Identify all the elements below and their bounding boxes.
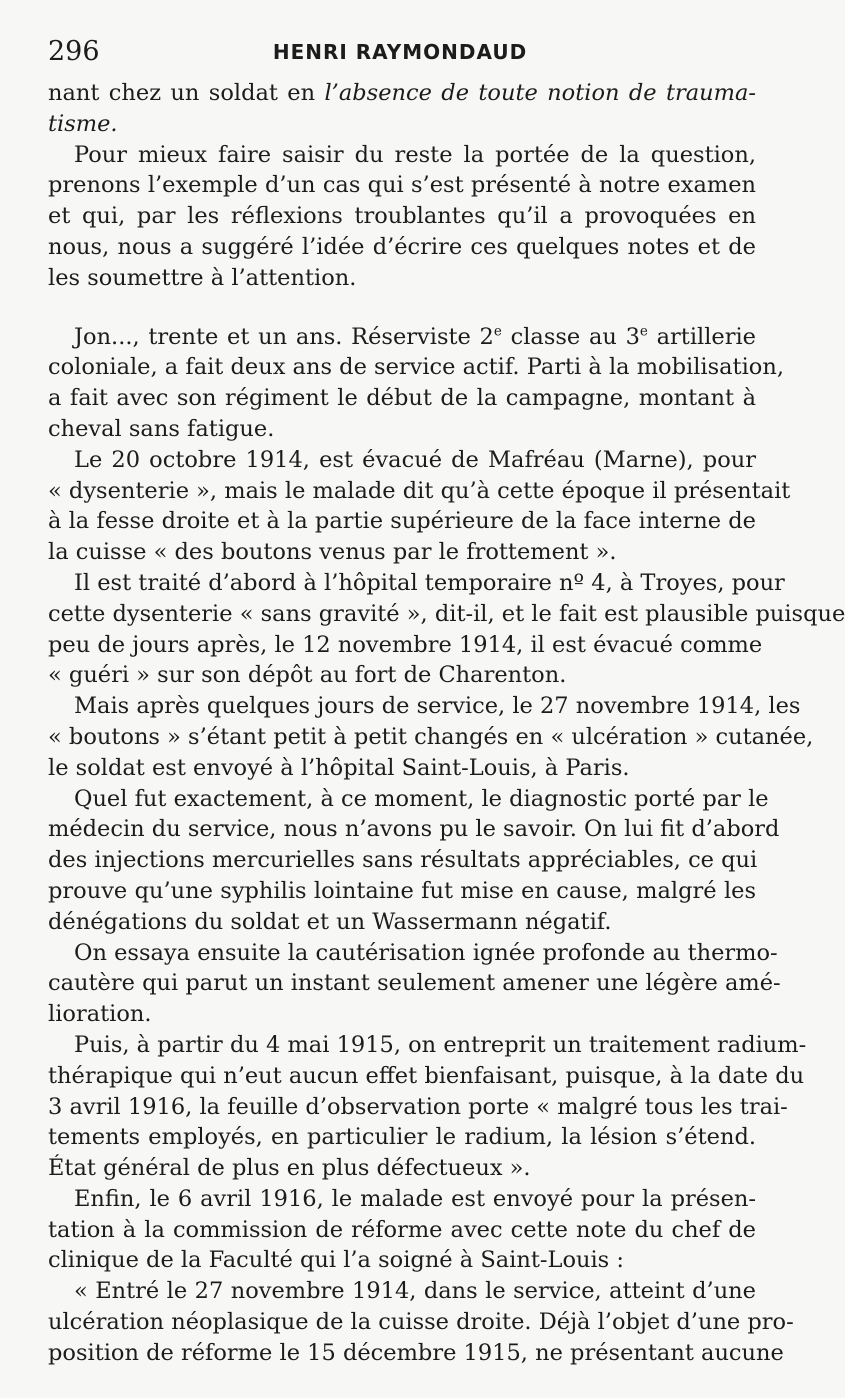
text-line: clinique de la Faculté qui l’a soigné à Saint-Louis : [48,1247,624,1274]
text-line [48,78,756,109]
text-segment: classe au 3 [501,323,640,350]
superscript: e [493,323,502,340]
paragraph-spacer [48,294,756,322]
text-line: Pour mieux faire saisir du reste la portée de la question, [74,141,756,168]
text-line: prenons l’exemple d’un cas qui s’est présenté à notre examen [48,172,756,199]
text-line: Puis, à partir du 4 mai 1915, on entreprit un traitement radium- [74,1031,807,1058]
text-line: cautère qui parut un instant seulement amener une légère amé- [48,970,781,997]
text-line: « guéri » sur son dépôt au fort de Charenton. [48,662,567,689]
text-line: des injections mercurielles sans résultats appréciables, ce qui [48,847,758,874]
text-line: On essaya ensuite la cautérisation ignée profonde au thermo- [74,939,778,966]
text-line: ulcération néoplasique de la cuisse droite. Déjà l’objet d’une pro- [48,1309,794,1336]
running-head: HENRI RAYMONDAUD [272,40,528,64]
text-line: « Entré le 27 novembre 1914, dans le service, atteint d’une [74,1278,756,1305]
text-line: cheval sans fatigue. [48,415,275,442]
text-line: « boutons » s’étant petit à petit changés en « ulcération » cutanée, [48,723,814,750]
text-line: a fait avec son régiment le début de la campagne, montant à [48,385,756,412]
text-line: peu de jours après, le 12 novembre 1914, il est évacué comme [48,631,763,658]
text-line: Enfin, le 6 avril 1916, le malade est envoyé pour la présen- [74,1185,756,1212]
text-line: à la fesse droite et à la partie supérieure de la face interne de [48,508,756,535]
text-line [48,109,756,140]
text-line: tation à la commission de réforme avec cette note du chef de [48,1216,756,1243]
text-line: les soumettre à l’attention. [48,264,357,291]
text-line: la cuisse « des boutons venus par le frottement ». [48,539,617,566]
text-line: position de réforme le 15 décembre 1915, ne présentant aucune [48,1339,784,1366]
text-line: 3 avril 1916, la feuille d’observation porte « malgré tous les trai- [48,1093,788,1120]
text-line: cette dysenterie « sans gravité », dit-il, et le fait est plausible puisque [48,600,845,627]
italic-text: tisme. [48,110,118,137]
text-line: Il est traité d’abord à l’hôpital temporaire nº 4, à Troyes, pour [74,569,785,596]
text-line: coloniale, a fait deux ans de service actif. Parti à la mobilisation, [48,354,784,381]
text-line: Quel fut exactement, à ce moment, le diagnostic porté par le [74,785,769,812]
page-header [48,36,752,76]
text-segment: Jon..., trente et un ans. Réserviste 2 [74,323,494,350]
text-segment: artillerie [647,323,756,350]
text-line: thérapique qui n’eut aucun effet bienfaisant, puisque, à la date du [48,1062,805,1089]
body-text [48,78,845,1369]
text-line: Mais après quelques jours de service, le 27 novembre 1914, les [74,693,801,720]
superscript: e [639,323,648,340]
page-number: 296 [48,36,100,67]
text-line: prouve qu’une syphilis lointaine fut mise en cause, malgré les [48,877,756,904]
text-segment: nant chez un soldat en [48,80,325,106]
text-line: lioration. [48,1001,152,1028]
text-line: État général de plus en plus défectueux ». [48,1155,531,1182]
text-line: le soldat est envoyé à l’hôpital Saint-Louis, à Paris. [48,754,630,781]
text-line: et qui, par les réflexions troublantes qu’il a provoquées en [48,203,756,230]
text-line [48,322,756,353]
text-line: tements employés, en particulier le radium, la lésion s’étend. [48,1124,756,1151]
text-line: « dysenterie », mais le malade dit qu’à cette époque il présentait [48,477,791,504]
text-line: médecin du service, nous n’avons pu le savoir. On lui fit d’abord [48,816,780,843]
italic-text: l’absence de toute notion de trauma- [324,80,756,106]
text-line: dénégations du soldat et un Wassermann négatif. [48,908,612,935]
text-line: Le 20 octobre 1914, est évacué de Mafréau (Marne), pour [74,446,756,473]
text-line: nous, nous a suggéré l’idée d’écrire ces quelques notes et de [48,233,756,260]
